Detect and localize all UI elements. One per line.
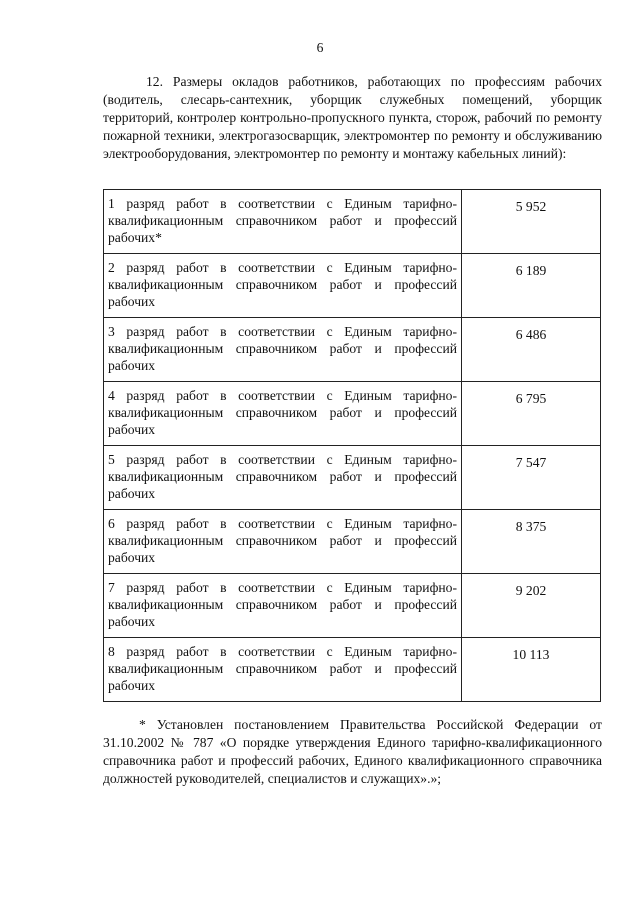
salary-amount: 7 547 <box>462 446 601 510</box>
salary-amount: 10 113 <box>462 638 601 702</box>
grade-description: 5 разряд работ в соответствии с Единым тарифно-квалификационным справочником работ и профессий рабочих <box>104 446 462 510</box>
grade-description: 1 разряд работ в соответствии с Единым тарифно-квалификационным справочником работ и профессий рабочих* <box>104 190 462 254</box>
table-row <box>104 446 601 510</box>
footnote: * Установлен постановлением Правительства Российской Федерации от 31.10.2002 № 787 «О порядке утверждения Единого тарифно-квалификационного справочника работ и профессий рабочих, Единого квалификационного справочника должностей руководителей, специалистов и служащих».»; <box>103 717 602 786</box>
grade-description: 8 разряд работ в соответствии с Единым тарифно-квалификационным справочником работ и профессий рабочих <box>104 638 462 702</box>
grade-description: 7 разряд работ в соответствии с Единым тарифно-квалификационным справочником работ и профессий рабочих <box>104 574 462 638</box>
grade-description: 2 разряд работ в соответствии с Единым тарифно-квалификационным справочником работ и профессий рабочих <box>104 254 462 318</box>
salary-amount: 6 795 <box>462 382 601 446</box>
intro-paragraph: 12. Размеры окладов работников, работающих по профессиям рабочих (водитель, слесарь-сантехник, уборщик служебных помещений, уборщик территорий, контролер контрольно-пропускного пункта, сторож, рабочий по ремонту пожарной техники, электрогазосварщик, электромонтер по ремонту и обслуживанию электрооборудования, электромонтер по ремонту и монтажу кабельных линий): <box>103 74 602 161</box>
grade-description: 6 разряд работ в соответствии с Единым тарифно-квалификационным справочником работ и профессий рабочих <box>104 510 462 574</box>
grade-description: 3 разряд работ в соответствии с Единым тарифно-квалификационным справочником работ и профессий рабочих <box>104 318 462 382</box>
table-row <box>104 574 601 638</box>
page-number: 6 <box>316 40 324 55</box>
table-row <box>104 254 601 318</box>
table-row <box>104 510 601 574</box>
table-row <box>104 382 601 446</box>
salary-amount: 5 952 <box>462 190 601 254</box>
salary-table <box>103 189 601 702</box>
table-row <box>104 318 601 382</box>
salary-amount: 6 189 <box>462 254 601 318</box>
table-row <box>104 638 601 702</box>
salary-amount: 6 486 <box>462 318 601 382</box>
salary-amount: 9 202 <box>462 574 601 638</box>
salary-amount: 8 375 <box>462 510 601 574</box>
table-row <box>104 190 601 254</box>
grade-description: 4 разряд работ в соответствии с Единым тарифно-квалификационным справочником работ и профессий рабочих <box>104 382 462 446</box>
